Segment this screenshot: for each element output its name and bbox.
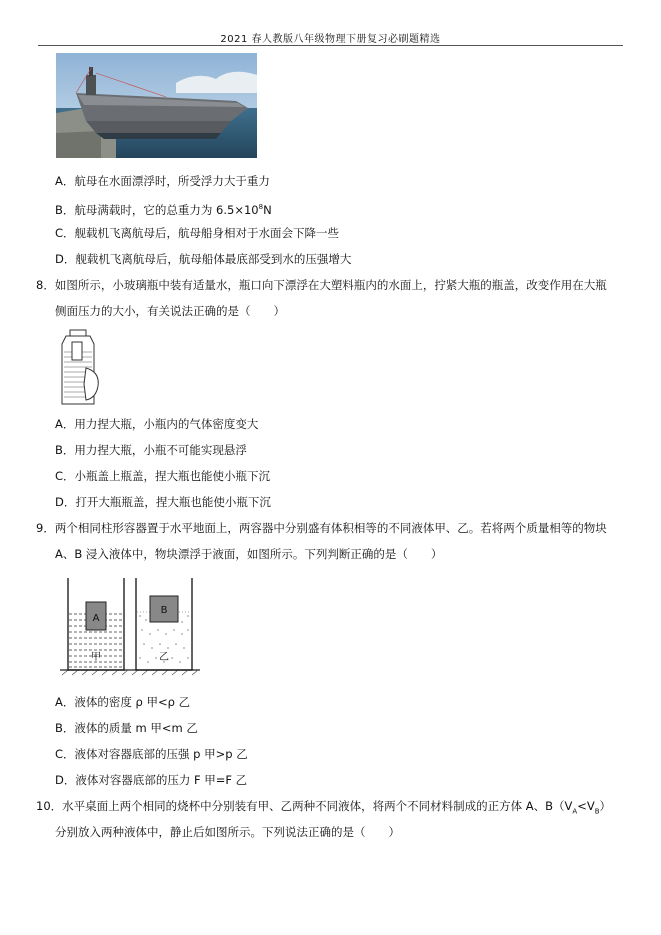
page-header: 2021 春人教版八年级物理下册复习必刷题精选 [220, 34, 441, 45]
q8-option-a: A．用力捏大瓶，小瓶内的气体密度变大 [55, 417, 259, 431]
header-divider [38, 45, 623, 46]
q7-option-b-unit: N [263, 202, 272, 217]
q10-stem-line1 [36, 798, 611, 819]
liquid-yi-label: 乙 [159, 652, 169, 663]
q9-option-d: D．液体对容器底部的压力 F 甲=F 乙 [55, 773, 248, 787]
block-b-label: B [160, 605, 168, 616]
q8-option-d: D．打开大瓶瓶盖，捏大瓶也能使小瓶下沉 [55, 495, 271, 509]
q7-option-b-exponent: 8 [258, 203, 264, 211]
q8-stem-line1: 8．如图所示，小玻璃瓶中装有适量水，瓶口向下漂浮在大塑料瓶内的水面上，拧紧大瓶的瓶盖，改变作用在大瓶 [36, 278, 607, 292]
liquid-jia-label: 甲 [91, 652, 101, 663]
q7-option-b [55, 199, 272, 218]
q10-less-than: <V [577, 799, 595, 813]
q7-option-d: D．舰载机飞离航母后，航母船体最底部受到水的压强增大 [55, 252, 352, 266]
q7-option-a: A．航母在水面漂浮时，所受浮力大于重力 [55, 174, 270, 188]
q8-option-b: B．用力捏大瓶，小瓶不可能实现悬浮 [55, 443, 247, 457]
q10-sub-b: B [594, 807, 600, 816]
q8-option-c: C．小瓶盖上瓶盖，捏大瓶也能使小瓶下沉 [55, 469, 271, 483]
q10-stem-line2: 分别放入两种液体中，静止后如图所示。下列说法正确的是（ ） [55, 825, 400, 839]
bottle-figure [56, 328, 106, 408]
q9-option-b: B．液体的质量 m 甲<m 乙 [55, 721, 198, 735]
q9-option-a: A．液体的密度 ρ 甲<ρ 乙 [55, 695, 191, 709]
q9-stem-line1: 9．两个相同柱形容器置于水平地面上，两容器中分别盛有体积相等的不同液体甲、乙。若将两个质量相等的物块 [36, 521, 607, 535]
block-a-label: A [92, 613, 100, 624]
q10-sub-a: A [572, 807, 578, 816]
q7-option-c: C．舰载机飞离航母后，航母船身相对于水面会下降一些 [55, 226, 340, 240]
q7-option-b-text: B．航母满载时，它的总重力为 6.5×10 [55, 202, 259, 217]
q10-close-paren: ） [599, 799, 612, 813]
aircraft-carrier-photo [56, 53, 257, 158]
q8-stem-line2: 侧面压力的大小，有关说法正确的是（ ） [55, 304, 285, 318]
q10-stem-line1-text: 10．水平桌面上两个相同的烧杯中分别装有甲、乙两种不同液体，将两个不同材料制成的正方体 A、B（V [36, 799, 573, 813]
q9-option-c: C．液体对容器底部的压强 p 甲>p 乙 [55, 747, 248, 761]
q9-stem-line2: A、B 浸入液体中，物块漂浮于液面，如图所示。下列判断正确的是（ ） [55, 547, 443, 561]
two-containers-figure [60, 576, 200, 676]
